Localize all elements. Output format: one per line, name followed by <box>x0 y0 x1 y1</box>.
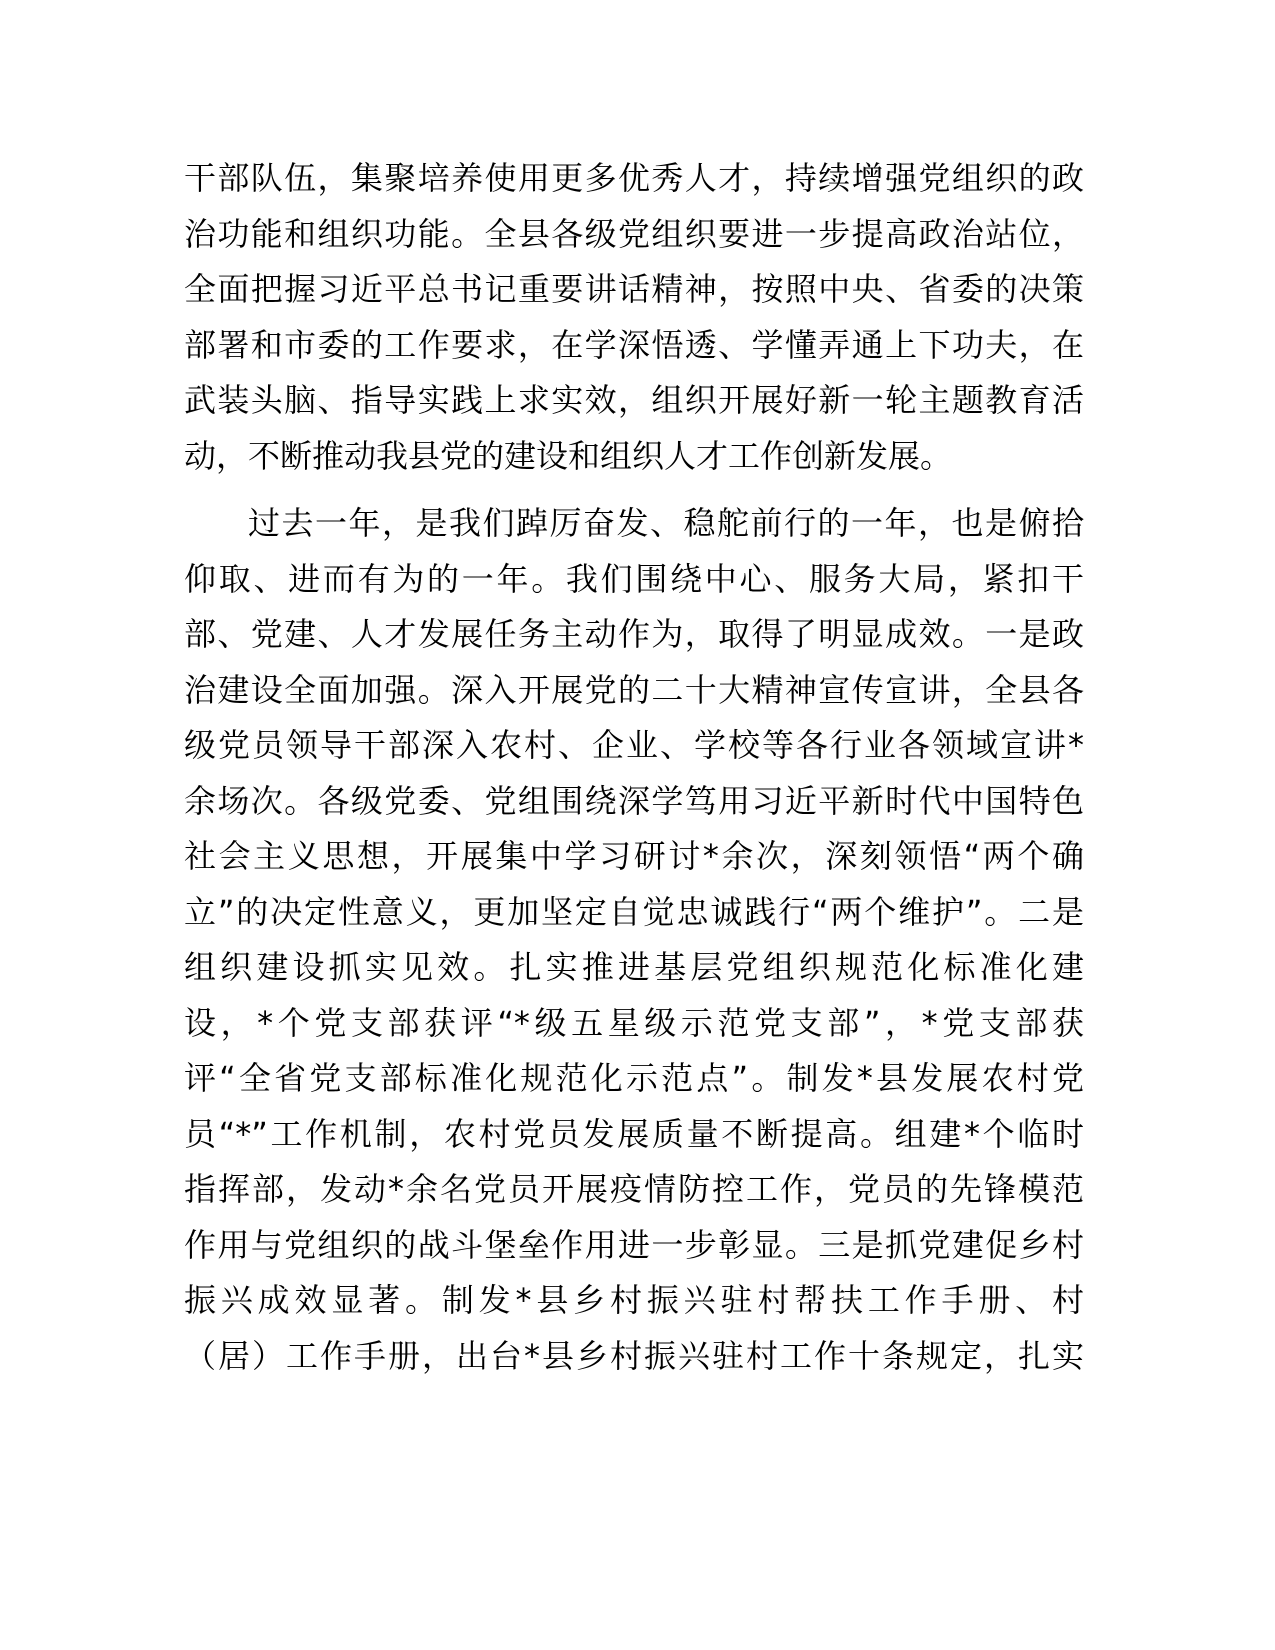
text-line: 立”的决定性意义，更加坚定自觉忠诚践行“两个维护”。二是 <box>184 892 1084 931</box>
text-line: 全面把握习近平总书记重要讲话精神，按照中央、省委的决策 <box>184 270 1084 308</box>
text-line: 评“全省党支部标准化规范化示范点”。制发*县发展农村党 <box>184 1059 1084 1097</box>
text-line: 员“*”工作机制，农村党员发展质量不断提高。组建*个临时 <box>184 1114 1084 1153</box>
text-line: 振兴成效显著。制发*县乡村振兴驻村帮扶工作手册、村 <box>184 1281 1084 1319</box>
text-line: 指挥部，发动*余名党员开展疫情防控工作，党员的先锋模范 <box>184 1170 1084 1208</box>
text-line: 社会主义思想，开展集中学习研讨*余次，深刻领悟“两个确 <box>184 837 1084 875</box>
text-line: 部、党建、人才发展任务主动作为，取得了明显成效。一是政 <box>184 615 1084 653</box>
text-line: 余场次。各级党委、党组围绕深学笃用习近平新时代中国特色 <box>184 781 1084 820</box>
text-line: （居）工作手册，出台*县乡村振兴驻村工作十条规定，扎实 <box>184 1336 1084 1375</box>
text-line: 级党员领导干部深入农村、企业、学校等各行业各领域宣讲* <box>184 726 1084 764</box>
paragraph-1 <box>184 151 1084 484</box>
text-line: 部署和市委的工作要求，在学深悟透、学懂弄通上下功夫，在 <box>184 325 1084 364</box>
text-line: 武装头脑、指导实践上求实效，组织开展好新一轮主题教育活 <box>184 381 1084 419</box>
text-line: 设，*个党支部获评“*级五星级示范党支部”，*党支部获 <box>184 1003 1084 1042</box>
paragraph-gap <box>184 484 1084 496</box>
text-line: 组织建设抓实见效。扎实推进基层党组织规范化标准化建 <box>184 948 1084 986</box>
text-line: 过去一年，是我们踔厉奋发、稳舵前行的一年，也是俯拾 <box>248 504 1084 542</box>
text-line: 动，不断推动我县党的建设和组织人才工作创新发展。 <box>184 436 953 475</box>
text-line: 治建设全面加强。深入开展党的二十大精神宣传宣讲，全县各 <box>184 670 1084 709</box>
text-line: 作用与党组织的战斗堡垒作用进一步彰显。三是抓党建促乡村 <box>184 1225 1084 1264</box>
text-line: 治功能和组织功能。全县各级党组织要进一步提高政治站位， <box>184 214 1084 253</box>
text-line: 仰取、进而有为的一年。我们围绕中心、服务大局，紧扣干 <box>184 559 1084 598</box>
text-line: 干部队伍，集聚培养使用更多优秀人才，持续增强党组织的政 <box>184 159 1084 197</box>
body-text <box>184 151 1084 1384</box>
paragraph-2 <box>184 496 1084 1384</box>
